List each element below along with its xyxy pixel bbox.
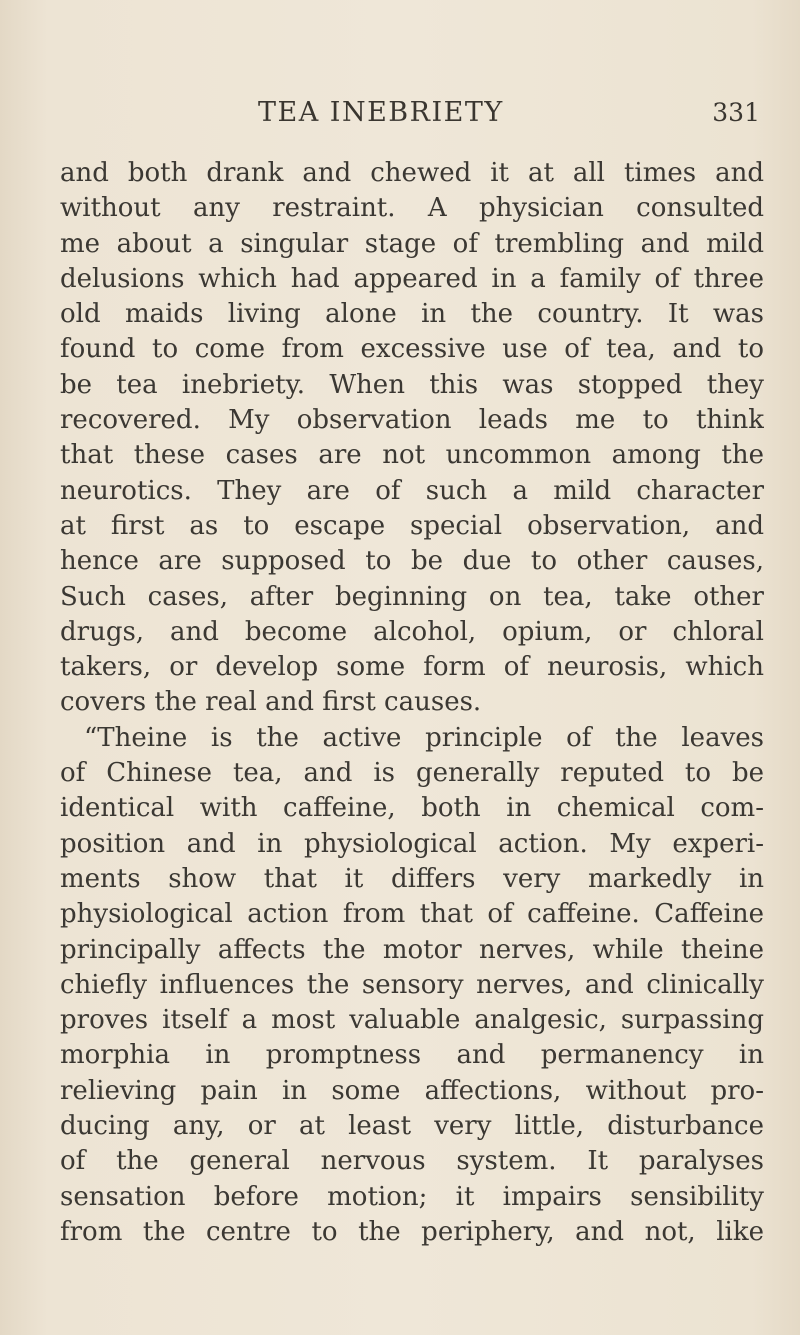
text-line: and both drank and chewed it at all times and: [60, 158, 764, 188]
text-line: be tea inebriety. When this was stopped they: [60, 369, 764, 400]
text-line: sensation before motion; it impairs sensibility: [60, 1181, 764, 1212]
text-line: identical with caffeine, both in chemical com-: [60, 793, 764, 824]
text-line: Such cases, after beginning on tea, take other: [60, 581, 764, 612]
running-head: [0, 93, 800, 133]
text-line: recovered. My observation leads me to think: [60, 405, 764, 436]
text-line: without any restraint. A physician consulted: [60, 193, 764, 224]
body-text: [60, 156, 764, 1250]
paragraph-start-line: “Theine is the active principle of the leaves: [84, 722, 764, 753]
text-line: at first as to escape special observation, and: [60, 510, 764, 541]
text-line: principally affects the motor nerves, while theine: [60, 934, 764, 965]
page-number: 331: [712, 98, 760, 127]
text-line: morphia in promptness and permanency in: [60, 1040, 764, 1071]
running-head-title: TEA INEBRIETY: [258, 97, 504, 128]
text-line: from the centre to the periphery, and not, like: [60, 1216, 764, 1247]
paragraph-end-line: covers the real and first causes.: [60, 687, 482, 718]
text-line: position and in physiological action. My experi-: [60, 828, 764, 859]
text-line: neurotics. They are of such a mild character: [60, 475, 764, 506]
text-line: chiefly influences the sensory nerves, and clinically: [60, 969, 764, 1000]
text-line: me about a singular stage of trembling and mild: [60, 228, 764, 259]
text-line: ments show that it differs very markedly in: [60, 863, 764, 894]
text-line: found to come from excessive use of tea, and to: [60, 334, 764, 365]
text-line: ducing any, or at least very little, disturbance: [60, 1111, 764, 1142]
text-line: relieving pain in some affections, without pro-: [60, 1075, 764, 1106]
text-line: physiological action from that of caffeine. Caffeine: [60, 899, 764, 930]
text-line: drugs, and become alcohol, opium, or chloral: [60, 616, 764, 647]
text-line: of Chinese tea, and is generally reputed to be: [60, 758, 764, 789]
text-line: that these cases are not uncommon among the: [60, 440, 764, 471]
text-line: of the general nervous system. It paralyses: [60, 1146, 764, 1177]
text-line: takers, or develop some form of neurosis, which: [60, 652, 764, 683]
text-line: old maids living alone in the country. It was: [60, 299, 764, 330]
text-line: proves itself a most valuable analgesic, surpassing: [60, 1005, 764, 1036]
text-line: delusions which had appeared in a family of three: [60, 263, 764, 294]
text-line: hence are supposed to be due to other causes,: [60, 546, 764, 577]
